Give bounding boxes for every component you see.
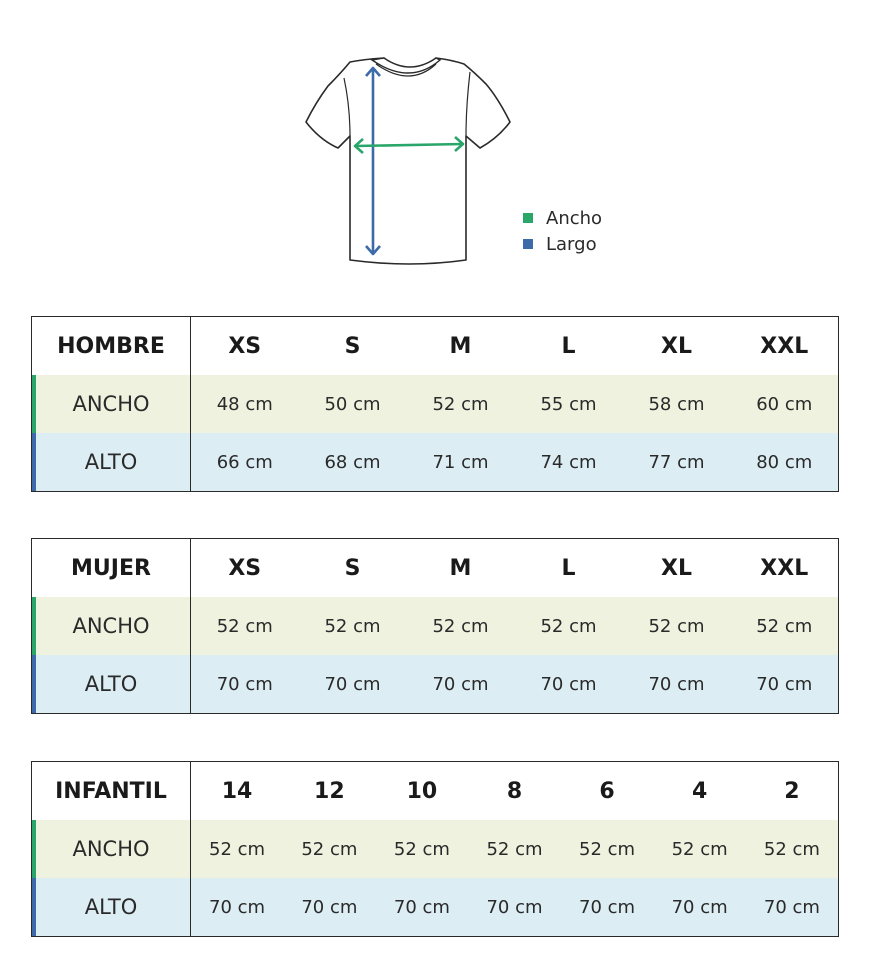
table-cell: 70 cm bbox=[731, 655, 839, 714]
table-header-row bbox=[32, 539, 839, 598]
legend-item-ancho bbox=[523, 205, 602, 231]
tshirt-diagram bbox=[300, 50, 520, 275]
table-title: HOMBRE bbox=[32, 317, 191, 376]
size-header: S bbox=[299, 317, 407, 376]
size-header: L bbox=[515, 317, 623, 376]
size-header: XXL bbox=[731, 539, 839, 598]
size-header: XXL bbox=[731, 317, 839, 376]
table-cell: 52 cm bbox=[561, 820, 654, 878]
size-header: 4 bbox=[653, 762, 746, 821]
table-header-row bbox=[32, 317, 839, 376]
table-cell: 70 cm bbox=[561, 878, 654, 937]
table-cell: 77 cm bbox=[623, 433, 731, 492]
table-cell: 52 cm bbox=[376, 820, 469, 878]
size-header: L bbox=[515, 539, 623, 598]
table-cell: 52 cm bbox=[468, 820, 561, 878]
table-cell: 52 cm bbox=[191, 820, 284, 878]
table-cell: 70 cm bbox=[653, 878, 746, 937]
size-table-hombre bbox=[31, 316, 839, 492]
size-header: 12 bbox=[283, 762, 376, 821]
table-cell: 52 cm bbox=[407, 597, 515, 655]
table-cell: 70 cm bbox=[515, 655, 623, 714]
table-cell: 52 cm bbox=[191, 597, 299, 655]
table-cell: 52 cm bbox=[653, 820, 746, 878]
table-row-alto bbox=[32, 433, 839, 492]
size-header: 6 bbox=[561, 762, 654, 821]
row-label: ALTO bbox=[32, 878, 191, 937]
legend-swatch-green bbox=[523, 213, 533, 223]
table-cell: 60 cm bbox=[731, 375, 839, 433]
table-cell: 50 cm bbox=[299, 375, 407, 433]
row-label: ANCHO bbox=[32, 375, 191, 433]
row-label: ANCHO bbox=[32, 597, 191, 655]
table-title: MUJER bbox=[32, 539, 191, 598]
table-cell: 80 cm bbox=[731, 433, 839, 492]
row-label: ALTO bbox=[32, 433, 191, 492]
table-cell: 70 cm bbox=[191, 878, 284, 937]
table-cell: 70 cm bbox=[407, 655, 515, 714]
table-cell: 70 cm bbox=[468, 878, 561, 937]
size-header: XL bbox=[623, 317, 731, 376]
table-cell: 52 cm bbox=[731, 597, 839, 655]
table-cell: 52 cm bbox=[283, 820, 376, 878]
size-header: XS bbox=[191, 317, 299, 376]
size-header: 8 bbox=[468, 762, 561, 821]
size-header: XS bbox=[191, 539, 299, 598]
table-cell: 48 cm bbox=[191, 375, 299, 433]
table-cell: 52 cm bbox=[623, 597, 731, 655]
size-header: XL bbox=[623, 539, 731, 598]
table-cell: 66 cm bbox=[191, 433, 299, 492]
table-cell: 70 cm bbox=[299, 655, 407, 714]
row-label: ALTO bbox=[32, 655, 191, 714]
tshirt-icon bbox=[300, 50, 520, 275]
legend-label: Ancho bbox=[546, 207, 603, 229]
table-cell: 71 cm bbox=[407, 433, 515, 492]
table-cell: 70 cm bbox=[376, 878, 469, 937]
table-cell: 70 cm bbox=[623, 655, 731, 714]
table-cell: 55 cm bbox=[515, 375, 623, 433]
table-cell: 70 cm bbox=[746, 878, 839, 937]
size-header: M bbox=[407, 539, 515, 598]
table-cell: 74 cm bbox=[515, 433, 623, 492]
table-row-ancho bbox=[32, 375, 839, 433]
table-cell: 68 cm bbox=[299, 433, 407, 492]
table-cell: 58 cm bbox=[623, 375, 731, 433]
size-table-infantil bbox=[31, 761, 839, 937]
size-header: S bbox=[299, 539, 407, 598]
table-row-ancho bbox=[32, 597, 839, 655]
size-header: M bbox=[407, 317, 515, 376]
size-table-mujer bbox=[31, 538, 839, 714]
table-row-ancho bbox=[32, 820, 839, 878]
table-cell: 52 cm bbox=[515, 597, 623, 655]
table-cell: 52 cm bbox=[407, 375, 515, 433]
size-header: 2 bbox=[746, 762, 839, 821]
table-title: INFANTIL bbox=[32, 762, 191, 821]
table-header-row bbox=[32, 762, 839, 821]
table-cell: 52 cm bbox=[299, 597, 407, 655]
row-label: ANCHO bbox=[32, 820, 191, 878]
table-row-alto bbox=[32, 655, 839, 714]
size-header: 14 bbox=[191, 762, 284, 821]
table-cell: 70 cm bbox=[191, 655, 299, 714]
legend-item-largo bbox=[523, 231, 602, 257]
size-header: 10 bbox=[376, 762, 469, 821]
legend-swatch-blue bbox=[523, 239, 533, 249]
legend bbox=[523, 205, 602, 257]
table-cell: 52 cm bbox=[746, 820, 839, 878]
table-row-alto bbox=[32, 878, 839, 937]
legend-label: Largo bbox=[546, 233, 597, 255]
table-cell: 70 cm bbox=[283, 878, 376, 937]
